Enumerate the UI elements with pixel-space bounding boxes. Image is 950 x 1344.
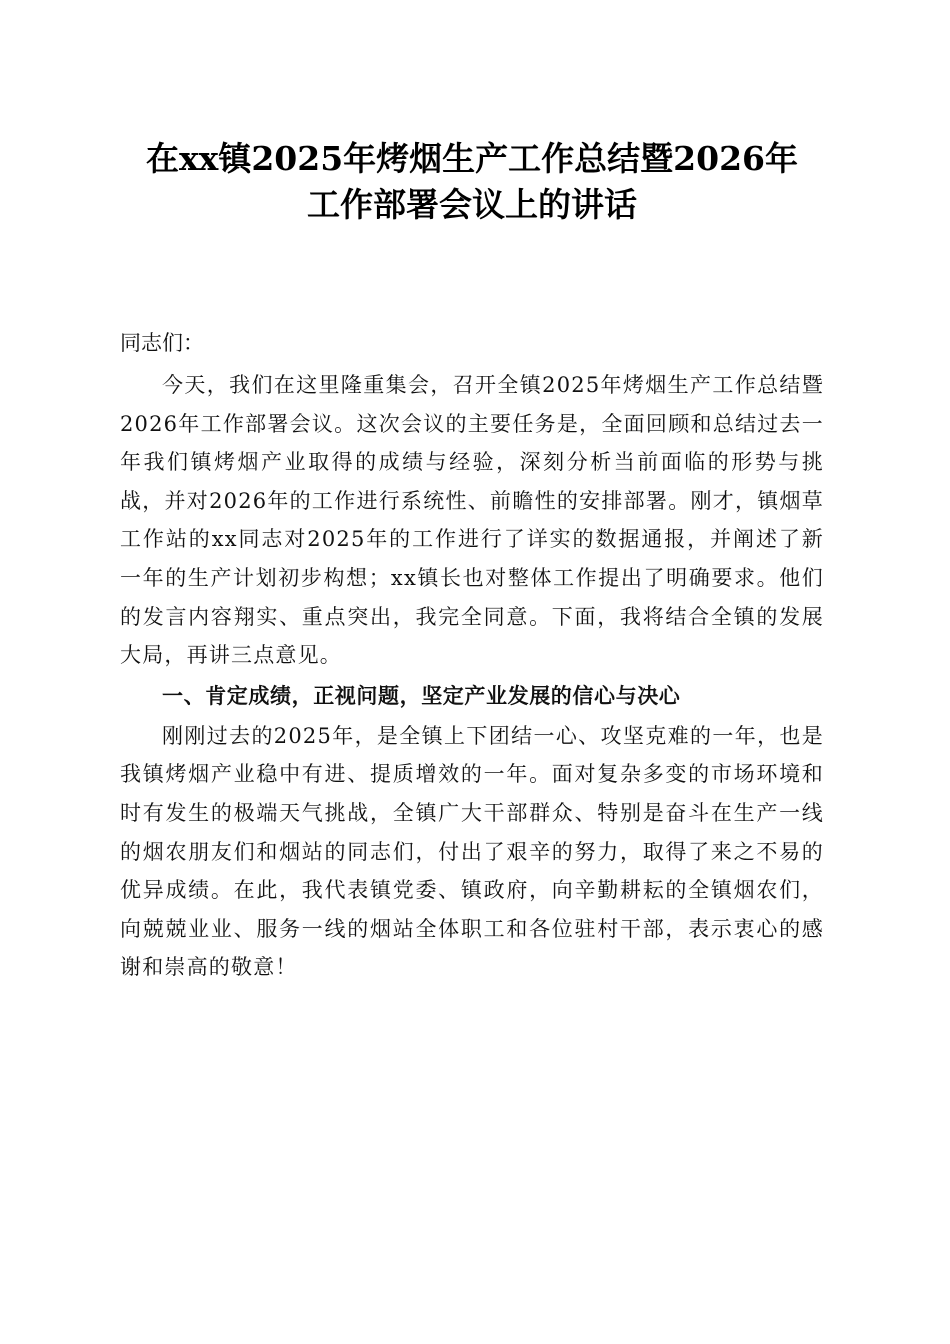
- document-page: [120, 136, 824, 987]
- title-line-1: 在xx镇2025年烤烟生产工作总结暨2026年: [145, 139, 799, 178]
- opening-paragraph: 今天，我们在这里隆重集会，召开全镇2025年烤烟生产工作总结暨2026年工作部署会议。这次会议的主要任务是，全面回顾和总结过去一年我们镇烤烟产业取得的成绩与经验，深刻分析当前面临的形势与挑战，并对2026年的工作进行系统性、前瞻性的安排部署。刚才，镇烟草工作站的xx同志对2025年的工作进行了详实的数据通报，并阐述了新一年的生产计划初步构想；xx镇长也对整体工作提出了明确要求。他们的发言内容翔实、重点突出，我完全同意。下面，我将结合全镇的发展大局，再讲三点意见。: [120, 373, 824, 668]
- section-1-paragraph: 刚刚过去的2025年，是全镇上下团结一心、攻坚克难的一年，也是我镇烤烟产业稳中有进、提质增效的一年。面对复杂多变的市场环境和时有发生的极端天气挑战，全镇广大干部群众、特别是奋斗在生产一线的烟农朋友们和烟站的同志们，付出了艰辛的努力，取得了来之不易的优异成绩。在此，我代表镇党委、镇政府，向辛勤耕耘的全镇烟农们，向兢兢业业、服务一线的烟站全体职工和各位驻村干部，表示衷心的感谢和崇高的敬意！: [120, 723, 824, 980]
- section-heading-1: 一、肯定成绩，正视问题，坚定产业发展的信心与决心: [162, 683, 681, 708]
- title-line-2: 工作部署会议上的讲话: [307, 185, 637, 224]
- salutation: 同志们：: [120, 331, 204, 355]
- document-title: [120, 136, 824, 228]
